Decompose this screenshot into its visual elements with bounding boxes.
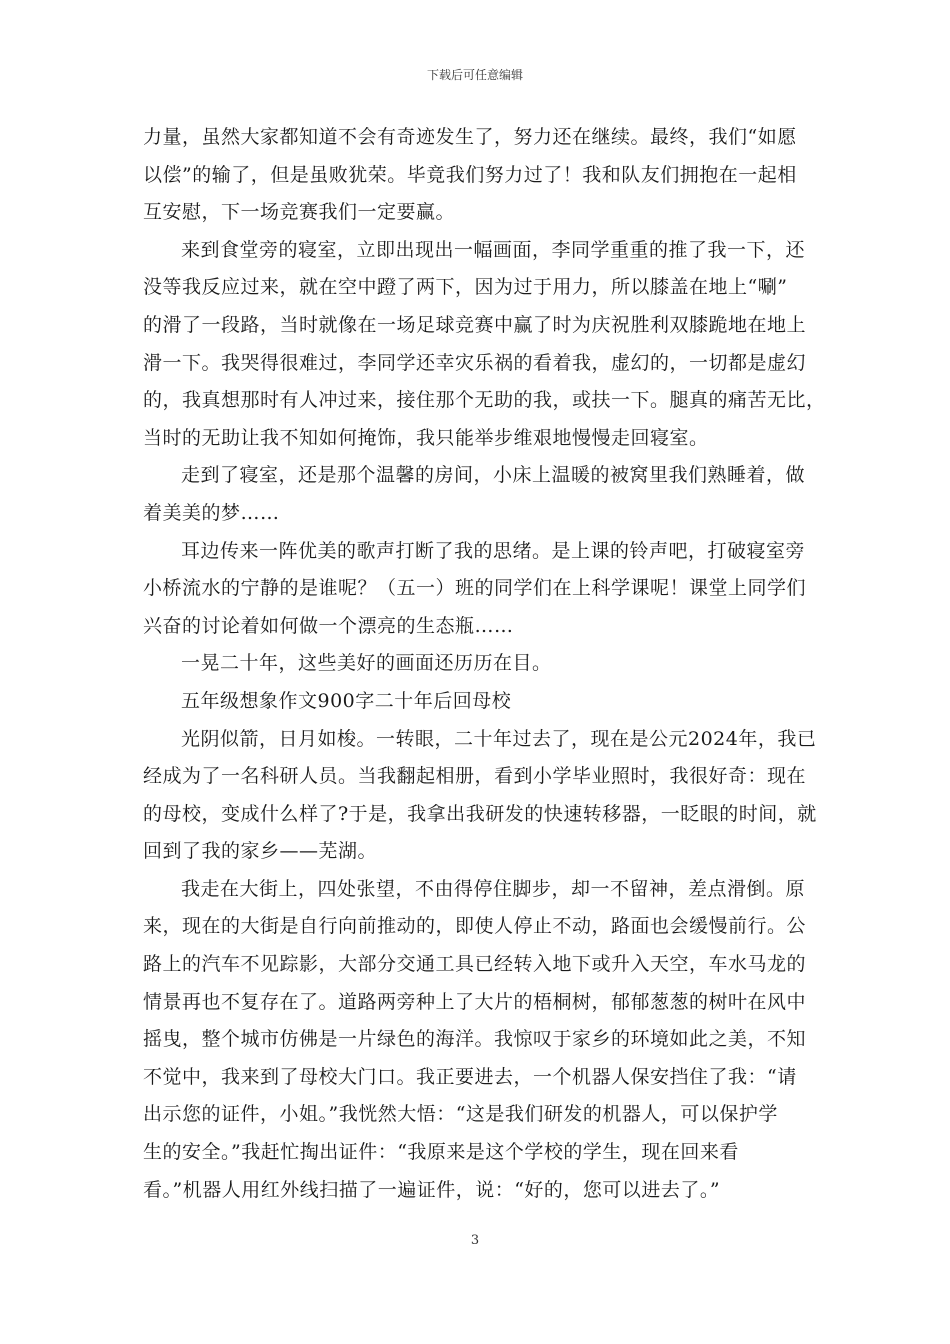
- text-line: 没等我反应过来，就在空中蹬了两下，因为过于用力，所以膝盖在地上“唰”: [143, 276, 788, 299]
- text-line: 以偿”的输了，但是虽败犹荣。毕竟我们努力过了！我和队友们拥抱在一起相: [143, 163, 797, 186]
- text-line: 着美美的梦……: [143, 501, 280, 524]
- text-line: 的，我真想那时有人冲过来，接住那个无助的我，或扶一下。腿真的痛苦无比，: [143, 389, 826, 412]
- text-line: 的母校，变成什么样了?于是，我拿出我研发的快速转移器，一眨眼的时间，就: [143, 802, 817, 825]
- text-line: 看。”机器人用红外线扫描了一遍证件，说：“好的，您可以进去了。”: [143, 1178, 721, 1201]
- text-line: 的滑了一段路，当时就像在一场足球竞赛中赢了时为庆祝胜利双膝跪地在地上: [143, 313, 807, 336]
- text-line: 不觉中，我来到了母校大门口。我正要进去，一个机器人保安挡住了我：“请: [143, 1065, 797, 1088]
- text-line: 情景再也不复存在了。道路两旁种上了大片的梧桐树，郁郁葱葱的树叶在风中: [143, 990, 807, 1013]
- text-line: 小桥流水的宁静的是谁呢？（五一）班的同学们在上科学课呢！课堂上同学们: [143, 577, 807, 600]
- text-line: 五年级想象作文900字二十年后回母校: [181, 689, 512, 712]
- text-line: 互安慰，下一场竞赛我们一定要赢。: [143, 201, 456, 224]
- text-line: 耳边传来一阵优美的歌声打断了我的思绪。是上课的铃声吧，打破寝室旁: [181, 539, 806, 562]
- text-line: 经成为了一名科研人员。当我翻起相册，看到小学毕业照时，我很好奇：现在: [143, 765, 807, 788]
- text-line: 生的安全。”我赶忙掏出证件：“我原来是这个学校的学生，现在回来看: [143, 1141, 739, 1164]
- text-line: 路上的汽车不见踪影，大部分交通工具已经转入地下或升入天空，车水马龙的: [143, 953, 807, 976]
- document-body: [143, 119, 826, 1209]
- text-line: 我走在大街上，四处张望，不由得停住脚步，却一不留神，差点滑倒。原: [181, 877, 806, 900]
- text-line: 来到食堂旁的寝室，立即出现出一幅画面，李同学重重的推了我一下，还: [181, 238, 806, 261]
- text-line: 摇曳，整个城市仿佛是一片绿色的海洋。我惊叹于家乡的环境如此之美，不知: [143, 1028, 807, 1051]
- text-line: 出示您的证件，小姐。”我恍然大悟：“这是我们研发的机器人，可以保护学: [143, 1103, 778, 1126]
- text-line: 兴奋的讨论着如何做一个漂亮的生态瓶……: [143, 614, 514, 637]
- text-line: 光阴似箭，日月如梭。一转眼，二十年过去了，现在是公元2024年，我已: [181, 727, 817, 750]
- page-number: 3: [470, 1233, 480, 1248]
- text-line: 滑一下。我哭得很难过，李同学还幸灾乐祸的看着我，虚幻的，一切都是虚幻: [143, 351, 807, 374]
- text-line: 来，现在的大街是自行向前推动的，即使人停止不动，路面也会缓慢前行。公: [143, 915, 807, 938]
- page-header: 下载后可任意编辑: [426, 68, 523, 82]
- text-line: 当时的无助让我不知如何掩饰，我只能举步维艰地慢慢走回寝室。: [143, 426, 709, 449]
- text-line: 回到了我的家乡——芜湖。: [143, 840, 378, 863]
- text-line: 走到了寝室，还是那个温馨的房间，小床上温暖的被窝里我们熟睡着，做: [181, 464, 806, 487]
- text-line: 力量，虽然大家都知道不会有奇迹发生了，努力还在继续。最终，我们“如愿: [143, 126, 797, 148]
- text-line: 一晃二十年，这些美好的画面还历历在目。: [181, 652, 552, 675]
